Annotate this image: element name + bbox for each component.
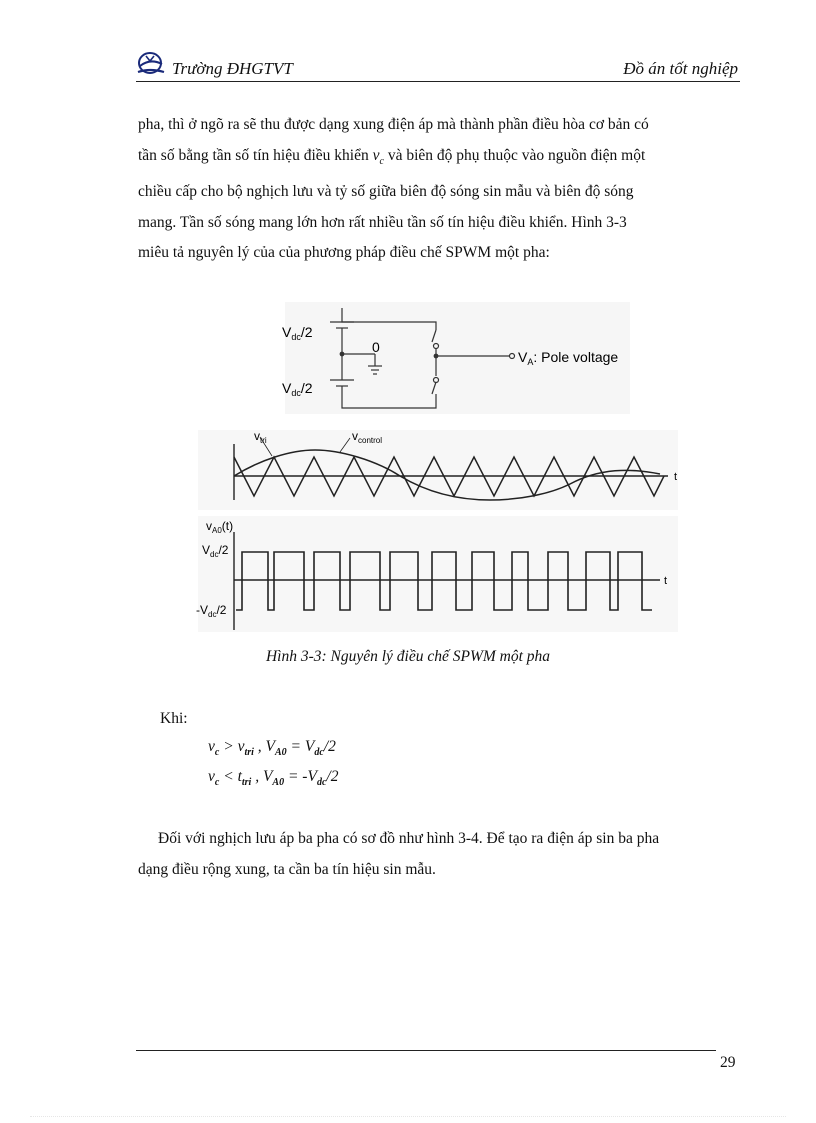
label-vtri: $v_{tri}$	[254, 429, 267, 445]
condition-label: Khi:	[160, 710, 188, 727]
school-name: Trường ĐHGTVT	[172, 59, 293, 78]
footer-rule	[136, 1050, 716, 1051]
label-vdc-bottom: $V_{dc}/2$	[282, 380, 313, 398]
page-header	[136, 48, 740, 82]
para2-line2: dạng điều rộng xung, ta cần ba tín hiệu sin mẫu.	[138, 860, 436, 878]
para1-line5: miêu tả nguyên lý của của phương pháp điều chế SPWM một pha:	[138, 244, 550, 262]
spwm-figure	[190, 300, 690, 640]
school-logo-icon	[136, 50, 166, 78]
time-axis-label-1: t	[674, 471, 678, 483]
label-neg-vdc: $-V_{dc}/2$	[196, 603, 227, 619]
para1-line2-post: và biên độ phụ thuộc vào nguồn điện một	[387, 146, 646, 164]
bottom-border	[30, 1116, 786, 1117]
paragraph-2	[138, 824, 738, 885]
label-pole-voltage: $V_A$: Pole voltage	[518, 349, 619, 367]
figure-caption: Hình 3-3: Nguyên lý điều chế SPWM một pha	[265, 648, 551, 665]
label-zero: 0	[372, 339, 380, 355]
label-vcontrol: $v_{control}$	[352, 429, 383, 445]
paragraph-1	[138, 110, 738, 269]
var-vc: $v_c$	[372, 146, 384, 167]
pwm-panel	[198, 516, 678, 632]
page-number: 29	[720, 1054, 736, 1071]
label-vdc-top: $V_{dc}/2$	[282, 324, 313, 342]
para1-line2-pre: tần số bằng tần số tín hiệu điều khiển	[138, 146, 369, 164]
equation-1: $v_c > v_{tri}$ , $V_{A0} = V_{dc}/2$	[208, 738, 336, 759]
label-va0: $v_{A0}(t)$	[206, 519, 234, 535]
carrier-panel	[198, 430, 678, 510]
header-rule	[136, 81, 740, 82]
document-title: Đồ án tốt nghiệp	[623, 59, 738, 78]
para1-line4: mang. Tần số sóng mang lớn hơn rất nhiều tần số tín hiệu điều khiển. Hình 3-3	[138, 213, 627, 231]
label-pos-vdc: $V_{dc}/2$	[202, 543, 229, 559]
para2-line1: Đối với nghịch lưu áp ba pha có sơ đồ như hình 3-4. Để tạo ra điện áp sin ba pha	[158, 830, 660, 847]
equation-2: $v_c < t_{tri}$ , $V_{A0} = -V_{dc}/2$	[208, 768, 339, 789]
para1-line3: chiều cấp cho bộ nghịch lưu và tỷ số giữa biên độ sóng sin mẫu và biên độ sóng	[138, 183, 634, 201]
para1-line1: pha, thì ở ngõ ra sẽ thu được dạng xung điện áp mà thành phần điều hòa cơ bản có	[138, 116, 649, 133]
time-axis-label-2: t	[664, 575, 668, 587]
